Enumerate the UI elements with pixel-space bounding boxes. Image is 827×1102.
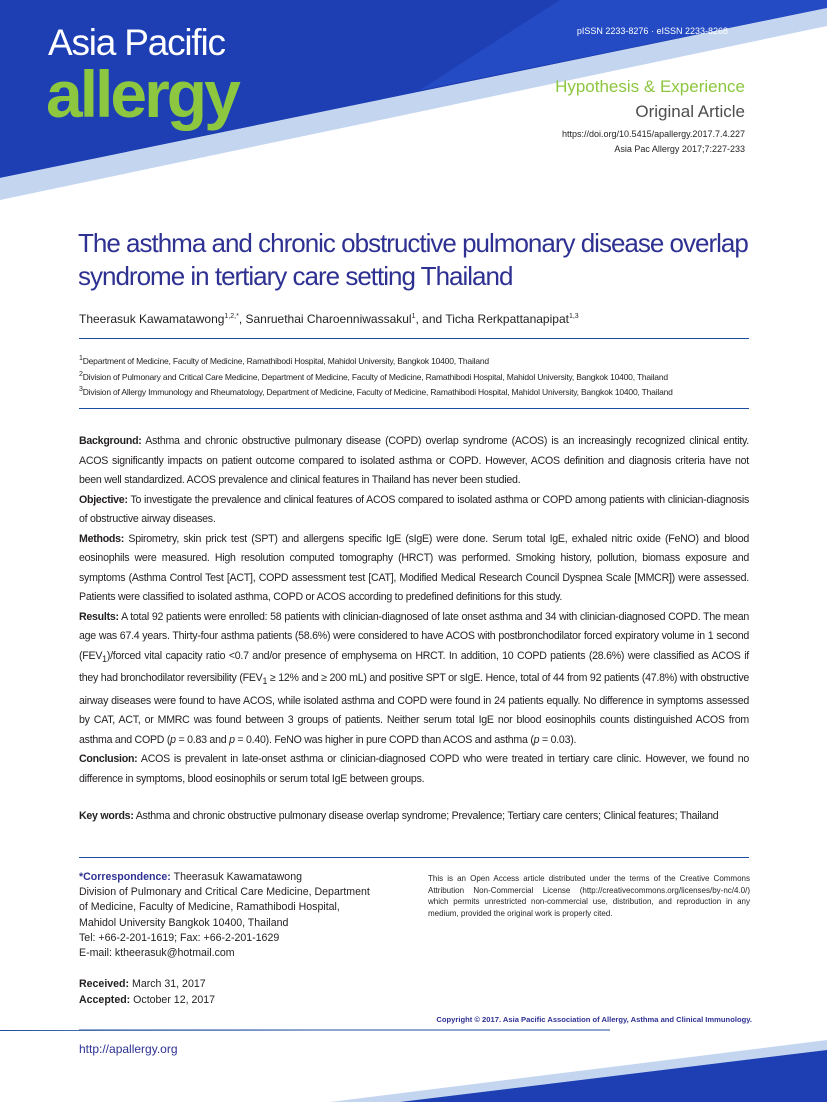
abstract-results: Results: A total 92 patients were enrolled: 58 patients with clinician-diagnosed of late onset asthma and 34 with clinician-diagnosed COPD. The mean age was 67.4 years. Thirty-four asthma patients (58.6%) were considered to have ACOS with postbronchodilator forced expiratory volume in 1 second $(FEV_1)$/forced vital capacity ratio <0.7 and/or presence of emphysema on HRCT. In addition, 10 COPD patients (28.6%) were classified as ACOS if they had bronchodilator reversibility ($FEV_1 \ge 12\%$ and ≥ 200 mL) and positive SPT or sIgE. Hence, total of 44 from 92 patients (47.8%) with obstructive airway diseases were found to have ACOS, while isolated asthma and COPD were found in 24 patients equally. No difference in symptoms assessed by CAT, ACT, or MMRC was found between 3 groups of patients. Neither serum total IgE nor blood eosinophils counts distinguished ACOS from asthma and COPD (p = 0.83 and p = 0.40). FeNO was higher in pure COPD than ACOS and asthma (p = 0.03).: [79, 610, 750, 746]
author-name: Sanruethai Charoenniwassakul: [245, 312, 412, 326]
citation: Asia Pac Allergy 2017;7:227-233: [614, 144, 745, 154]
author-affiliation-marker: 1: [411, 313, 416, 320]
author-name: Ticha Rerkpattanapipat: [445, 312, 569, 326]
doi-link[interactable]: https://doi.org/10.5415/apallergy.2017.7.4.227: [562, 129, 745, 139]
keywords-text: Asthma and chronic obstructive pulmonary disease overlap syndrome; Prevalence; Tertiary care centers; Clinical features; Thailand: [135, 810, 719, 822]
abstract-background: Background: Asthma and chronic obstructive pulmonary disease (COPD) overlap syndrome (ACOS) is an increasingly recognized clinical entity. ACOS significantly impacts on patient outcome compared to isolated asthma or COPD. However, ACOS definition and diagnosis criteria have not been well standardized. ACOS prevalence and clinical features in Thailand has never been studied.: [79, 435, 749, 486]
accepted-label: Accepted:: [79, 993, 131, 1006]
affiliation: $^3$Division of Allergy Immunology and Rheumatology, Department of Medicine, Faculty of Medicine, Ramathibodi Hospital, Mahidol University, Bangkok 10400, Thailand: [79, 386, 673, 397]
correspondence-name: Theerasuk Kawamatawong: [173, 871, 302, 883]
received-date: March 31, 2017: [132, 978, 206, 990]
author-name: Theerasuk Kawamatawong: [79, 312, 225, 326]
affiliation: $^1$Department of Medicine, Faculty of Medicine, Ramathibodi Hospital, Mahidol University, Bangkok 10400, Thailand: [79, 355, 489, 366]
affiliation: $^2$Division of Pulmonary and Critical Care Medicine, Department of Medicine, Faculty of Medicine, Ramathibodi Hospital, Mahidol University, Bangkok 10400, Thailand: [79, 371, 668, 382]
correspondence-line: of Medicine, Faculty of Medicine, Ramathibodi Hospital,: [79, 901, 340, 914]
author-affiliation-marker: 1,2,*: [224, 313, 239, 320]
issn: pISSN 2233-8276 · eISSN 2233-8268: [576, 26, 728, 36]
article-title: The asthma and chronic obstructive pulmonary disease overlap syndrome in tertiary care setting Thailand: [78, 228, 748, 291]
divider: [79, 408, 749, 409]
abstract-methods: Methods: Spirometry, skin prick test (SPT) and allergens specific IgE (sIgE) were done. Serum total IgE, exhaled nitric oxide (FeNO) and blood eosinophils were measured. High resolution computed tomography (HRCT) was performed. Smoking history, pollution, biomass exposure and symptoms (Asthma Control Test [ACT], COPD assessment test [CAT], Modified Medical Research Council Dyspnea Scale [MMCR]) were assessed. Patients were classified to isolated asthma, COPD or ACOS according to predefined definitions for this study.: [79, 532, 749, 603]
abstract: [79, 432, 749, 789]
article-type: Original Article: [635, 102, 745, 121]
footer-url[interactable]: http://apallergy.org: [79, 1042, 178, 1056]
divider: [79, 338, 749, 339]
journal-name-top: Asia Pacific: [48, 22, 225, 63]
received-label: Received:: [79, 978, 130, 990]
correspondence-email[interactable]: E-mail: ktheerasuk@hotmail.com: [79, 947, 235, 960]
copyright: Copyright © 2017. Asia Pacific Association of Allergy, Asthma and Clinical Immunology.: [436, 1015, 752, 1024]
correspondence-line: Mahidol University Bangkok 10400, Thailand: [79, 916, 289, 929]
article-category: Hypothesis & Experience: [555, 77, 745, 96]
accepted-date: October 12, 2017: [133, 993, 216, 1006]
journal-name-bottom: allergy: [46, 57, 238, 131]
keywords: [79, 807, 749, 826]
license-notice: This is an Open Access article distributed under the terms of the Creative Commons Attribution Non-Commercial License (http://creativecommons.org/licenses/by-nc/4.0/) which permits unrestricted non-commercial use, distribution, and reproduction in any medium, provided the original work is properly cited.: [428, 874, 750, 918]
correspondence: [79, 870, 409, 961]
author-list: Theerasuk Kawamatawong$^{1,2,*}$, Sanruethai Charoenniwassakul$^1$, and Ticha Rerkpattanapipat$^{1,3}$: [79, 312, 579, 326]
correspondence-line: Division of Pulmonary and Critical Care Medicine, Department: [79, 886, 370, 899]
divider: [79, 857, 749, 858]
correspondence-line: Tel: +66-2-201-1619; Fax: +66-2-201-1629: [79, 931, 280, 944]
keywords-label: Key words:: [79, 810, 134, 822]
author-affiliation-marker: 1,3: [568, 313, 579, 320]
correspondence-label: *Correspondence:: [79, 871, 171, 883]
abstract-conclusion: Conclusion: ACOS is prevalent in late-onset asthma or clinician-diagnosed COPD who were treated in tertiary care clinic. However, we found no difference in symptoms, blood eosinophils or serum total IgE between groups.: [79, 753, 750, 785]
abstract-objective: Objective: To investigate the prevalence and clinical features of ACOS compared to isolated asthma or COPD among patients with clinician-diagnosis of obstructive airway diseases.: [79, 493, 749, 525]
